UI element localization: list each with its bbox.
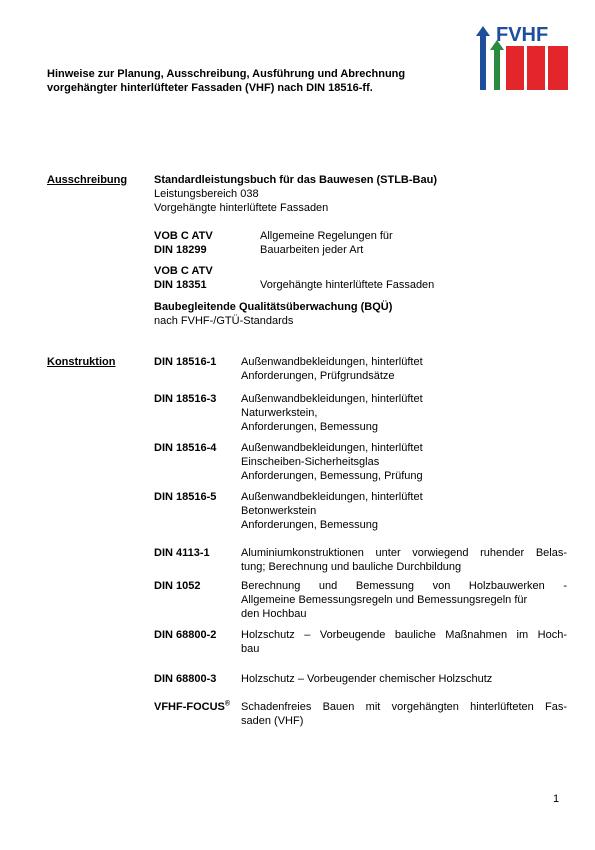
vob1-desc-1: Allgemeine Regelungen für xyxy=(260,230,393,242)
norm-code xyxy=(154,546,210,560)
norm-code-text: DIN 18516-3 xyxy=(154,393,217,405)
section-heading-ausschreibung: Ausschreibung xyxy=(47,174,128,186)
norm-description-line: Einscheiben-Sicherheitsglas xyxy=(241,456,380,468)
norm-code xyxy=(154,628,216,642)
norm-code xyxy=(154,490,216,504)
norm-description xyxy=(241,546,567,574)
norm-code-text: DIN 18516-4 xyxy=(154,442,217,454)
norm-description xyxy=(241,490,567,532)
norm-description-line: Betonwerkstein xyxy=(241,505,317,517)
norm-description-line: Holzschutz – Vorbeugender chemischer Holzschutz xyxy=(241,673,493,685)
norm-description-line: Naturwerkstein, xyxy=(241,407,318,419)
norm-code xyxy=(154,700,230,714)
norm-code xyxy=(154,441,216,455)
title-line-1: Hinweise zur Planung, Ausschreibung, Ausführung und Abrechnung xyxy=(47,68,406,80)
page-number: 1 xyxy=(553,793,560,805)
bqu-title: Baubegleitende Qualitätsüberwachung (BQÜ) xyxy=(154,301,393,313)
norm-code-text: DIN 68800-3 xyxy=(154,673,217,685)
vob2-code-2: DIN 18351 xyxy=(154,279,207,291)
norm-description-line: bau xyxy=(241,643,260,655)
norm-description-line: saden (VHF) xyxy=(241,715,304,727)
vob1-desc-2: Bauarbeiten jeder Art xyxy=(260,244,364,256)
norm-description xyxy=(241,700,567,728)
norm-description-line: Holzschutz – Vorbeugende bauliche Maßnahmen im Hoch- xyxy=(241,629,567,641)
norm-code xyxy=(154,392,216,406)
norm-description-line: Anforderungen, Bemessung xyxy=(241,421,378,433)
norm-description-line: Außenwandbekleidungen, hinterlüftet xyxy=(241,356,423,368)
norm-description xyxy=(241,579,567,621)
leistungsbereich-desc: Vorgehängte hinterlüftete Fassaden xyxy=(154,202,329,214)
norm-description-line: Außenwandbekleidungen, hinterlüftet xyxy=(241,393,423,405)
vob2-code-1: VOB C ATV xyxy=(154,265,213,277)
norm-description-line: Aluminiumkonstruktionen unter vorwiegend ruhender Belas- xyxy=(241,547,567,559)
fvhf-logo xyxy=(476,26,570,90)
norm-code-text: DIN 18516-5 xyxy=(154,491,217,503)
norm-code-text: DIN 68800-2 xyxy=(154,629,217,641)
title-line-2: vorgehängter hinterlüfteter Fassaden (VHF) nach DIN 18516-ff. xyxy=(47,82,373,94)
section-heading-konstruktion: Konstruktion xyxy=(47,356,116,368)
bqu-subtitle: nach FVHF-/GTÜ-Standards xyxy=(154,315,294,327)
norm-code-text: DIN 18516-1 xyxy=(154,356,217,368)
leistungsbereich-line: Leistungsbereich 038 xyxy=(154,188,259,200)
norm-description xyxy=(241,392,567,434)
norm-code xyxy=(154,672,216,686)
norm-code xyxy=(154,355,216,369)
norm-code-text: VFHF-FOCUS xyxy=(154,701,225,713)
vob1-code-1: VOB C ATV xyxy=(154,230,213,242)
norm-description-line: Außenwandbekleidungen, hinterlüftet xyxy=(241,491,423,503)
document-title xyxy=(47,67,487,95)
registered-mark: ® xyxy=(224,700,231,708)
norm-description xyxy=(241,441,567,483)
norm-description xyxy=(241,672,567,686)
norm-description xyxy=(241,355,567,383)
norm-description-line: Außenwandbekleidungen, hinterlüftet xyxy=(241,442,423,454)
stlb-title: Standardleistungsbuch für das Bauwesen (STLB-Bau) xyxy=(154,174,437,186)
norm-code xyxy=(154,579,200,593)
norm-description-line: tung; Berechnung und bauliche Durchbildung xyxy=(241,561,462,573)
norm-description-line: Anforderungen, Prüfgrundsätze xyxy=(241,370,395,382)
norm-description-line: Schadenfreies Bauen mit vorgehängten hinterlüfteten Fas- xyxy=(241,701,567,713)
norm-code-text: DIN 4113-1 xyxy=(154,547,210,559)
norm-description-line: Allgemeine Bemessungsregeln und Bemessungsregeln für xyxy=(241,594,528,606)
vob2-desc: Vorgehängte hinterlüftete Fassaden xyxy=(260,279,435,291)
logo-text: FVHF xyxy=(496,24,549,46)
norm-description-line: Anforderungen, Bemessung, Prüfung xyxy=(241,470,423,482)
norm-description-line: den Hochbau xyxy=(241,608,307,620)
norm-code-text: DIN 1052 xyxy=(154,580,201,592)
norm-description-line: Anforderungen, Bemessung xyxy=(241,519,378,531)
norm-description-line: Berechnung und Bemessung von Holzbauwerken - xyxy=(241,580,567,592)
norm-description xyxy=(241,628,567,656)
vob1-code-2: DIN 18299 xyxy=(154,244,207,256)
